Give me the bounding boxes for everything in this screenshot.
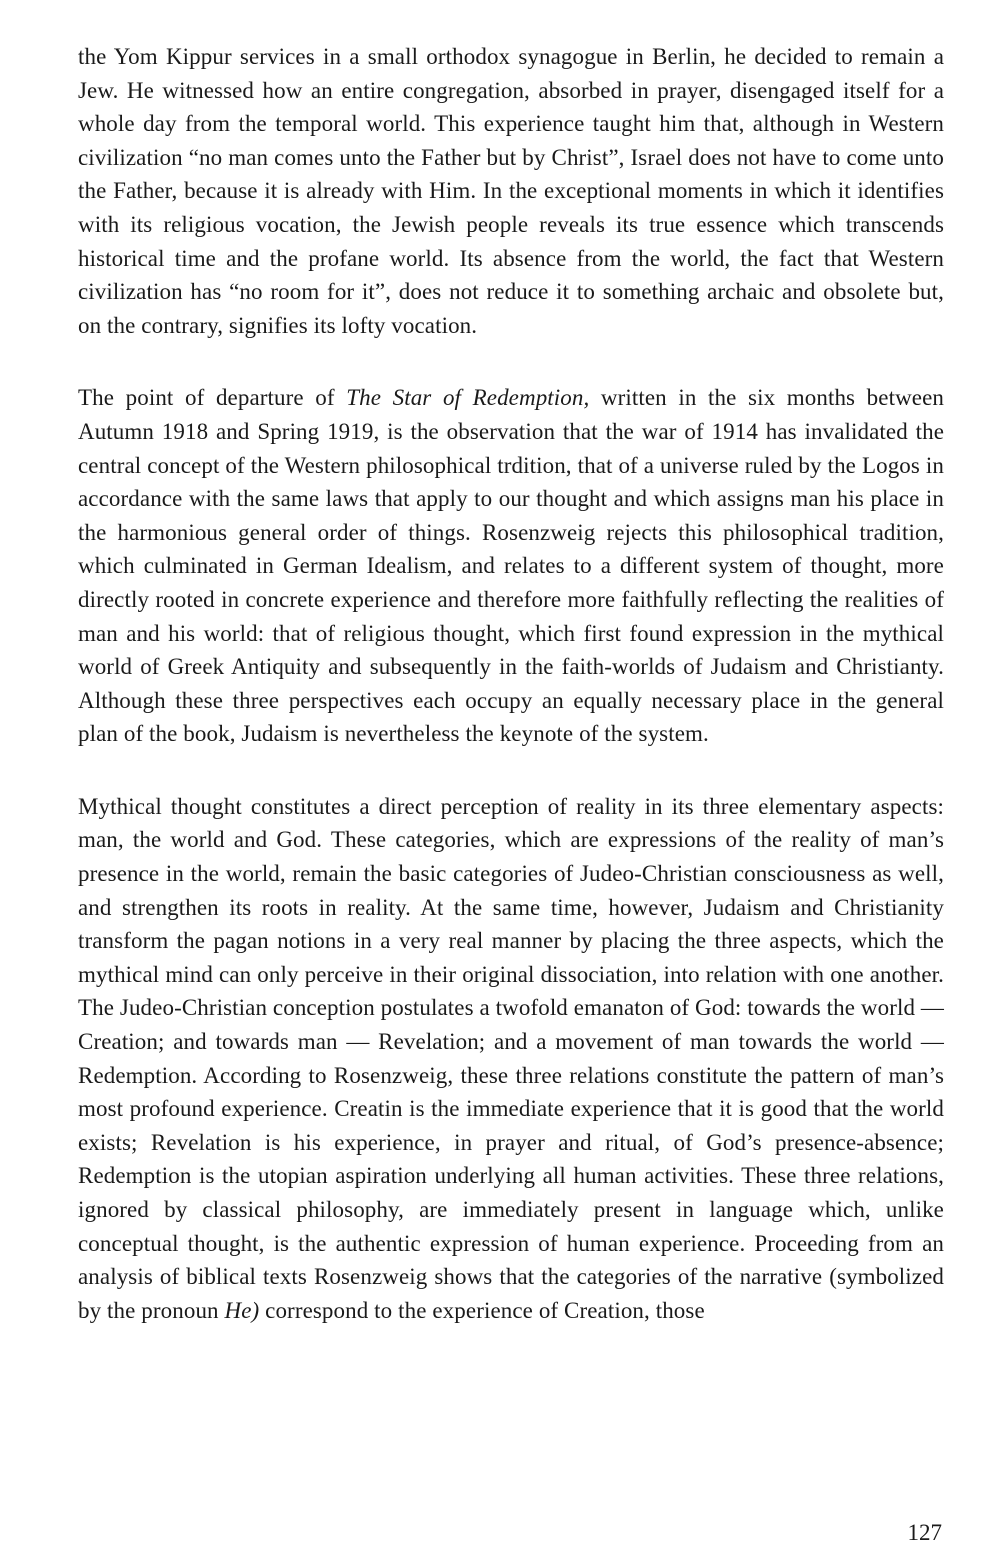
paragraph-text: written in the six months between Autumn 1918 and Spring 1919, is the observation that the war of 1914 has invalidated the central concept of the Western philosophical trdition, that of a universe ruled by the Logos in accordance with the same laws that apply to our thought and which assigns man his place in the harmonious general order of things. Rosenzweig rejects this philosophical tradition, which culminated in German Idealism, and relates to a different system of thought, more directly rooted in concrete experience and therefore more faithfully reflecting the realities of man and his world: that of religious thought, which first found expression in the mythical world of Greek Antiquity and subsequently in the faith-worlds of Judaism and Christianty. Although these three perspectives each occupy an equally necessary place in the general plan of the book, Judaism is nevertheless the keynote of the system. <box>78 385 945 747</box>
paragraph-text: correspond to the experience of Creation, those <box>259 1297 705 1323</box>
paragraph-text: Mythical thought constitutes a direct perception of reality in its three elementary aspects: man, the world and God. These categories, which are expressions of the reality of man’s presence in the world, remain the basic categories of Judeo-Christian consciousness as well, and strengthen its roots in reality. At the same time, however, Judaism and Christianity transform the pagan notions in a very real manner by placing the three aspects, which the mythical mind can only perceive in their original dissociation, into relation with one another. The Judeo-Christian conception postulates a twofold emanaton of God: towards the world — Creation; and towards man — Revelation; and a movement of man towards the world — Redemption. According to Rosenzweig, these three relations constitute the pattern of man’s most profound experience. Creatin is the immediate experience that it is good that the world exists; Revelation is his experience, in prayer and ritual, of God’s presence-absence; Redemption is the utopian aspiration underlying all human activities. These three relations, ignored by classical philosophy, are immediately present in language which, unlike conceptual thought, is the authentic expression of human experience. Proceeding from an analysis of biblical texts Rosenzweig shows that the categories of the narrative (symbolized by the pronoun <box>78 793 944 1323</box>
page-body <box>78 40 944 1520</box>
paragraph-yom-kippur <box>78 40 944 342</box>
paragraph-star-of-redemption <box>78 381 944 751</box>
paragraph-text: the Yom Kippur services in a small orthodox synagogue in Berlin, he decided to remain a Jew. He witnessed how an entire congregation, absorbed in prayer, disengaged itself for a whole day from the temporal world. This experience taught him that, although in Western civilization “no man comes unto the Father but by Christ”, Israel does not have to come unto the Father, because it is already with Him. In the exceptional moments in which it identifies with its religious vocation, the Jewish people reveals its true essence which transcends historical time and the profane world. Its absence from the world, the fact that Western civilization has “no room for it”, does not reduce it to something archaic and obsolete but, on the contrary, signifies its lofty vocation. <box>78 44 944 338</box>
pronoun-he: He) <box>224 1297 260 1323</box>
paragraph-text: The point of departure of <box>78 385 347 411</box>
page-number: 127 <box>907 1520 942 1545</box>
book-title: The Star of Redemption, <box>346 385 590 411</box>
paragraph-mythical-thought <box>78 790 944 1328</box>
